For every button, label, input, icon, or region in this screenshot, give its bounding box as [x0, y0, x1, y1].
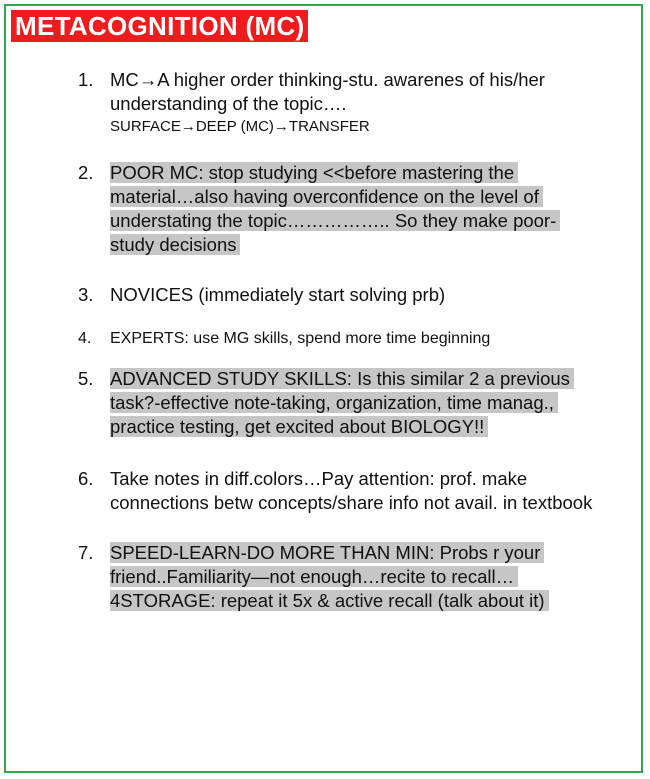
item-number: 4. — [78, 330, 92, 347]
item-number: 3. — [78, 284, 94, 305]
item-text: MC→A higher order thinking-stu. awarenes of his/her understanding of the topic…. — [110, 69, 545, 114]
item-number: 1. — [78, 69, 94, 90]
numbered-list — [78, 68, 598, 613]
item-number: 5. — [78, 368, 94, 389]
item-text: NOVICES (immediately start solving prb) — [110, 284, 446, 305]
slide-title: METACOGNITION (MC) — [11, 10, 308, 42]
list-item — [78, 161, 598, 257]
item-text: Take notes in diff.colors…Pay attention: prof. make connections betw concepts/share info not avail. in textbook — [110, 468, 593, 513]
list-item — [78, 68, 598, 137]
list-item — [78, 367, 598, 439]
item-number: 6. — [78, 468, 94, 489]
item-subtext: SURFACE→DEEP (MC)→TRANSFER — [110, 118, 370, 135]
item-text: EXPERTS: use MG skills, spend more time beginning — [110, 330, 491, 347]
item-text-highlighted: ADVANCED STUDY SKILLS: Is this similar 2 a previous task?-effective note-taking, organization, time manag., practice testing, get excited about BIOLOGY!! — [110, 368, 574, 437]
list-item — [78, 283, 598, 307]
item-number: 7. — [78, 542, 94, 563]
list-item — [78, 467, 598, 515]
item-number: 2. — [78, 162, 94, 183]
item-text-highlighted: POOR MC: stop studying <<before mastering the material…also having overconfidence on the level of understating the topic…………….. So they make poor-study decisions — [110, 162, 560, 255]
list-item — [78, 327, 598, 351]
list-item — [78, 541, 598, 613]
item-text-highlighted: SPEED-LEARN-DO MORE THAN MIN: Probs r your friend..Familiarity—not enough…recite to recall…4STORAGE: repeat it 5x & active recall (talk about it) — [110, 542, 549, 611]
